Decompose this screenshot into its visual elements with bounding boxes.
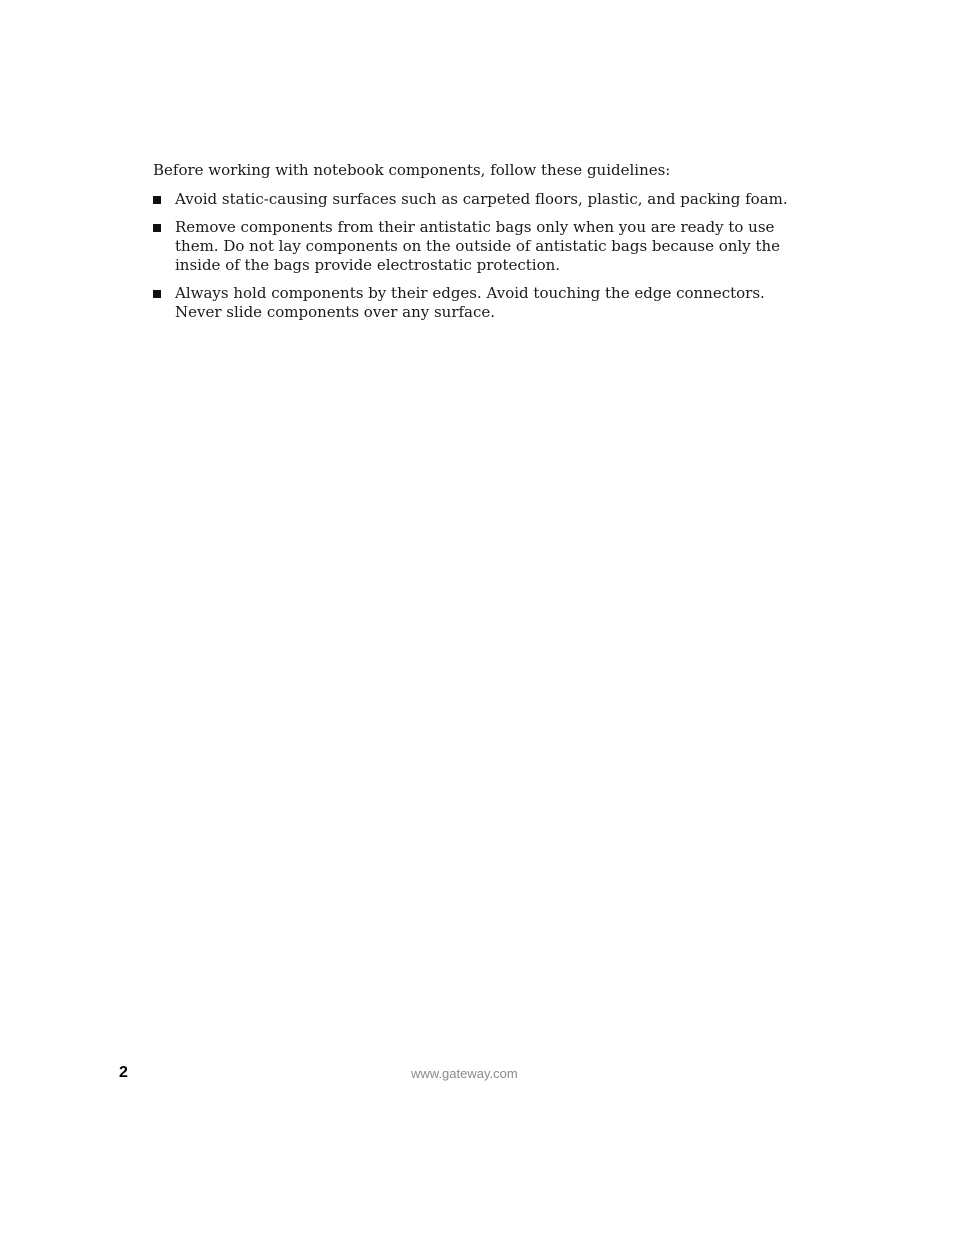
list-item-text: Always hold components by their edges. Avoid touching the edge connectors. Never slide components over any surface.: [175, 284, 765, 321]
footer-url: www.gateway.com: [411, 1066, 518, 1081]
list-item-text: Remove components from their antistatic bags only when you are ready to use them. Do not lay components on the outside of antistatic bags because only the inside of the bags provide electrostatic protection.: [175, 218, 781, 274]
guidelines-list: [153, 190, 803, 322]
list-item: [153, 218, 803, 275]
list-item-text: Avoid static-causing surfaces such as carpeted floors, plastic, and packing foam.: [175, 190, 788, 208]
list-item: [153, 284, 803, 322]
intro-paragraph: Before working with notebook components, follow these guidelines:: [153, 161, 671, 179]
square-bullet-icon: [153, 196, 161, 204]
square-bullet-icon: [153, 224, 161, 232]
square-bullet-icon: [153, 290, 161, 298]
list-item: [153, 190, 803, 209]
page-content: [153, 161, 803, 331]
page-number: 2: [119, 1064, 128, 1081]
